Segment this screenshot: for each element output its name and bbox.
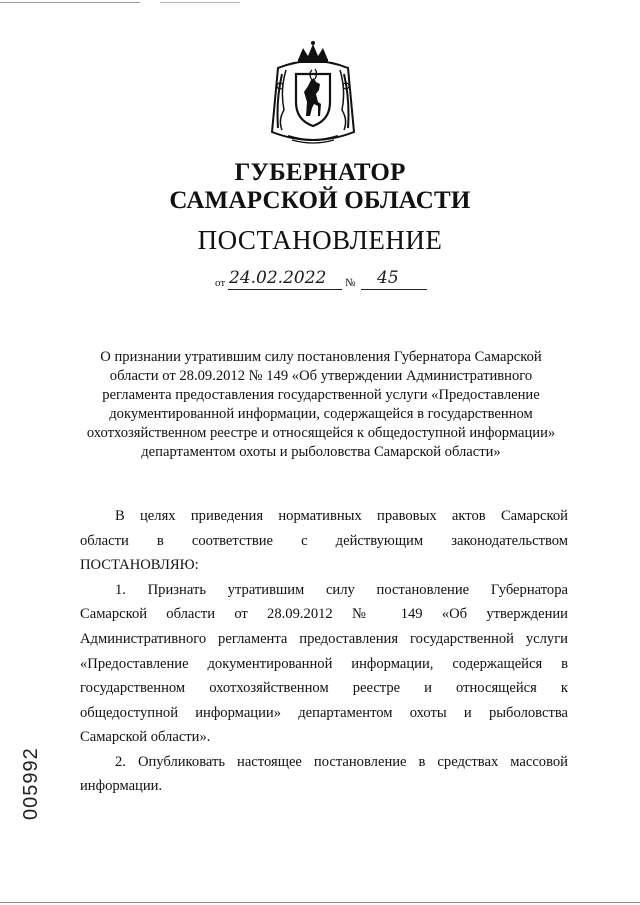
document-dateline: [215, 268, 435, 292]
title-line: департаментом охоты и рыболовства Самарской области»: [141, 444, 501, 460]
body-line: 1. Признать утратившим силу постановление Губернатора: [115, 582, 568, 598]
scan-edge-bottom: [0, 902, 640, 903]
title-line: документированной информации, содержащейся в государственном: [109, 406, 533, 422]
body-line: общедоступной информации» департаментом охоты и рыболовства: [80, 705, 568, 721]
margin-registration-number: 005992: [20, 747, 42, 820]
title-line: охотхозяйственном реестре и относящейся к общедоступной информации»: [86, 425, 556, 441]
issuer-title-line-2: САМАРСКОЙ ОБЛАСТИ: [169, 187, 471, 214]
scan-edge-top-2: [160, 2, 240, 3]
document-title: [82, 348, 560, 462]
date-label: от: [215, 277, 226, 289]
handwritten-date: 24.02.2022: [229, 268, 327, 288]
body-line: государственном охотхозяйственном реестре и относящейся к: [80, 680, 568, 696]
issuer-title-line-1: ГУБЕРНАТОР: [234, 159, 406, 186]
body-line: Административного регламента предоставления государственной услуги: [80, 631, 568, 647]
body-line: В целях приведения нормативных правовых актов Самарской: [115, 508, 568, 524]
title-line: регламента предоставления государственной услуги «Предоставление: [102, 387, 540, 403]
body-line: области в соответствие с действующим законодательством: [80, 533, 568, 549]
date-underline: [228, 289, 342, 290]
number-underline: [361, 289, 427, 290]
body-line-resolve: ПОСТАНОВЛЯЮ:: [80, 557, 199, 573]
body-line: информации.: [80, 778, 163, 794]
number-label: №: [345, 277, 356, 289]
document-type: ПОСТАНОВЛЕНИЕ: [197, 225, 443, 255]
title-line: области от 28.09.2012 № 149 «Об утверждении Административного: [109, 368, 533, 384]
body-line: «Предоставление документированной информации, содержащейся в: [80, 656, 568, 672]
title-line: О признании утратившим силу постановления Губернатора Самарской: [100, 349, 542, 365]
scan-edge-top: [0, 2, 140, 3]
handwritten-number: 45: [377, 268, 399, 288]
body-line: 2. Опубликовать настоящее постановление в средствах массовой: [115, 754, 568, 770]
body-line: Самарской области от 28.09.2012 № 149 «Об утверждении: [80, 606, 568, 622]
samara-coat-of-arms-icon: [268, 40, 358, 146]
body-line: Самарской области».: [80, 729, 211, 745]
